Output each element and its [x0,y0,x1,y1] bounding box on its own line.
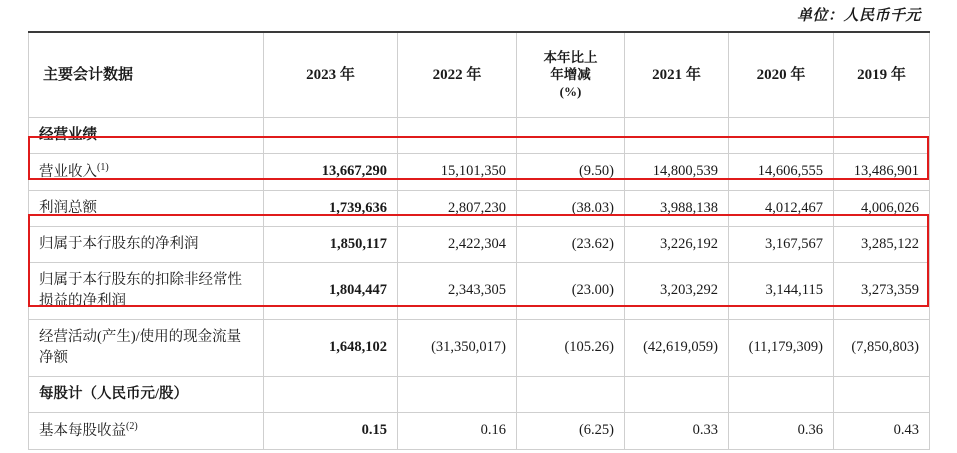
row-value-2021: 3,988,138 [625,190,729,226]
header-cell-yoy-change [517,32,625,118]
header-cell-2023: 2023 年 [264,32,398,118]
row-value-yoy [517,118,625,154]
unit-note: 单位：人民币千元 [796,8,921,24]
financial-summary-table [28,31,930,450]
row-value-2022 [398,118,517,154]
row-value-2021: 3,203,292 [625,262,729,319]
table-row [29,262,930,319]
table-row [29,412,930,449]
row-value-2019 [834,376,930,412]
row-value-yoy: (23.00) [517,262,625,319]
row-value-2023 [264,118,398,154]
row-value-2020 [729,118,834,154]
row-value-2023: 1,850,117 [264,226,398,262]
row-value-2023: 13,667,290 [264,154,398,191]
row-value-2021: 0.33 [625,412,729,449]
row-value-2022: 2,422,304 [398,226,517,262]
row-value-2020 [729,376,834,412]
row-value-2022: (31,350,017) [398,319,517,376]
row-value-2019: 4,006,026 [834,190,930,226]
row-value-2020: 3,144,115 [729,262,834,319]
row-value-2022: 15,101,350 [398,154,517,191]
row-label: 每股计（人民币元/股） [29,376,264,412]
row-value-2020: 4,012,467 [729,190,834,226]
table-row [29,118,930,154]
header-cell-label: 主要会计数据 [29,32,264,118]
row-value-2019: 0.43 [834,412,930,449]
row-label: 经营业绩 [29,118,264,154]
row-label: 归属于本行股东的扣除非经常性损益的净利润 [29,262,264,319]
row-value-2020: 0.36 [729,412,834,449]
row-label: 归属于本行股东的净利润 [29,226,264,262]
row-value-yoy: (105.26) [517,319,625,376]
row-value-2022: 2,343,305 [398,262,517,319]
header-cell-2020: 2020 年 [729,32,834,118]
row-value-2019: (7,850,803) [834,319,930,376]
row-value-2022: 2,807,230 [398,190,517,226]
header-cell-2022: 2022 年 [398,32,517,118]
row-value-yoy: (6.25) [517,412,625,449]
row-value-yoy [517,376,625,412]
row-value-2020: 3,167,567 [729,226,834,262]
row-value-2021 [625,118,729,154]
row-value-2023: 1,739,636 [264,190,398,226]
table-header-row [29,32,930,118]
table-row [29,319,930,376]
row-value-2019: 3,285,122 [834,226,930,262]
row-label-superscript: (1) [97,162,109,174]
row-label-text: 基本每股收益 [39,422,126,439]
table-row [29,154,930,191]
row-label: 利润总额 [29,190,264,226]
table-row [29,226,930,262]
row-label-text: 营业收入 [39,163,97,180]
header-yoy-line-1: 本年比上 [543,50,598,65]
header-cell-2021: 2021 年 [625,32,729,118]
row-value-2021: 14,800,539 [625,154,729,191]
row-value-yoy: (23.62) [517,226,625,262]
row-value-yoy: (38.03) [517,190,625,226]
header-yoy-line-3: (%) [559,83,582,99]
row-value-2019: 13,486,901 [834,154,930,191]
row-value-2021: (42,619,059) [625,319,729,376]
row-value-2022 [398,376,517,412]
row-value-2020: (11,179,309) [729,319,834,376]
row-value-yoy: (9.50) [517,154,625,191]
row-value-2023: 0.15 [264,412,398,449]
row-label-superscript: (2) [126,420,138,432]
row-label: 经营活动(产生)/使用的现金流量净额 [29,319,264,376]
row-label [29,154,264,191]
row-value-2019 [834,118,930,154]
table-row [29,376,930,412]
header-yoy-line-2: 年增减 [550,66,591,82]
row-value-2023 [264,376,398,412]
row-value-2019: 3,273,359 [834,262,930,319]
row-value-2023: 1,804,447 [264,262,398,319]
row-label [29,412,264,449]
table-row [29,190,930,226]
row-value-2021: 3,226,192 [625,226,729,262]
row-value-2022: 0.16 [398,412,517,449]
row-value-2020: 14,606,555 [729,154,834,191]
row-value-2023: 1,648,102 [264,319,398,376]
row-value-2021 [625,376,729,412]
header-cell-2019: 2019 年 [834,32,930,118]
